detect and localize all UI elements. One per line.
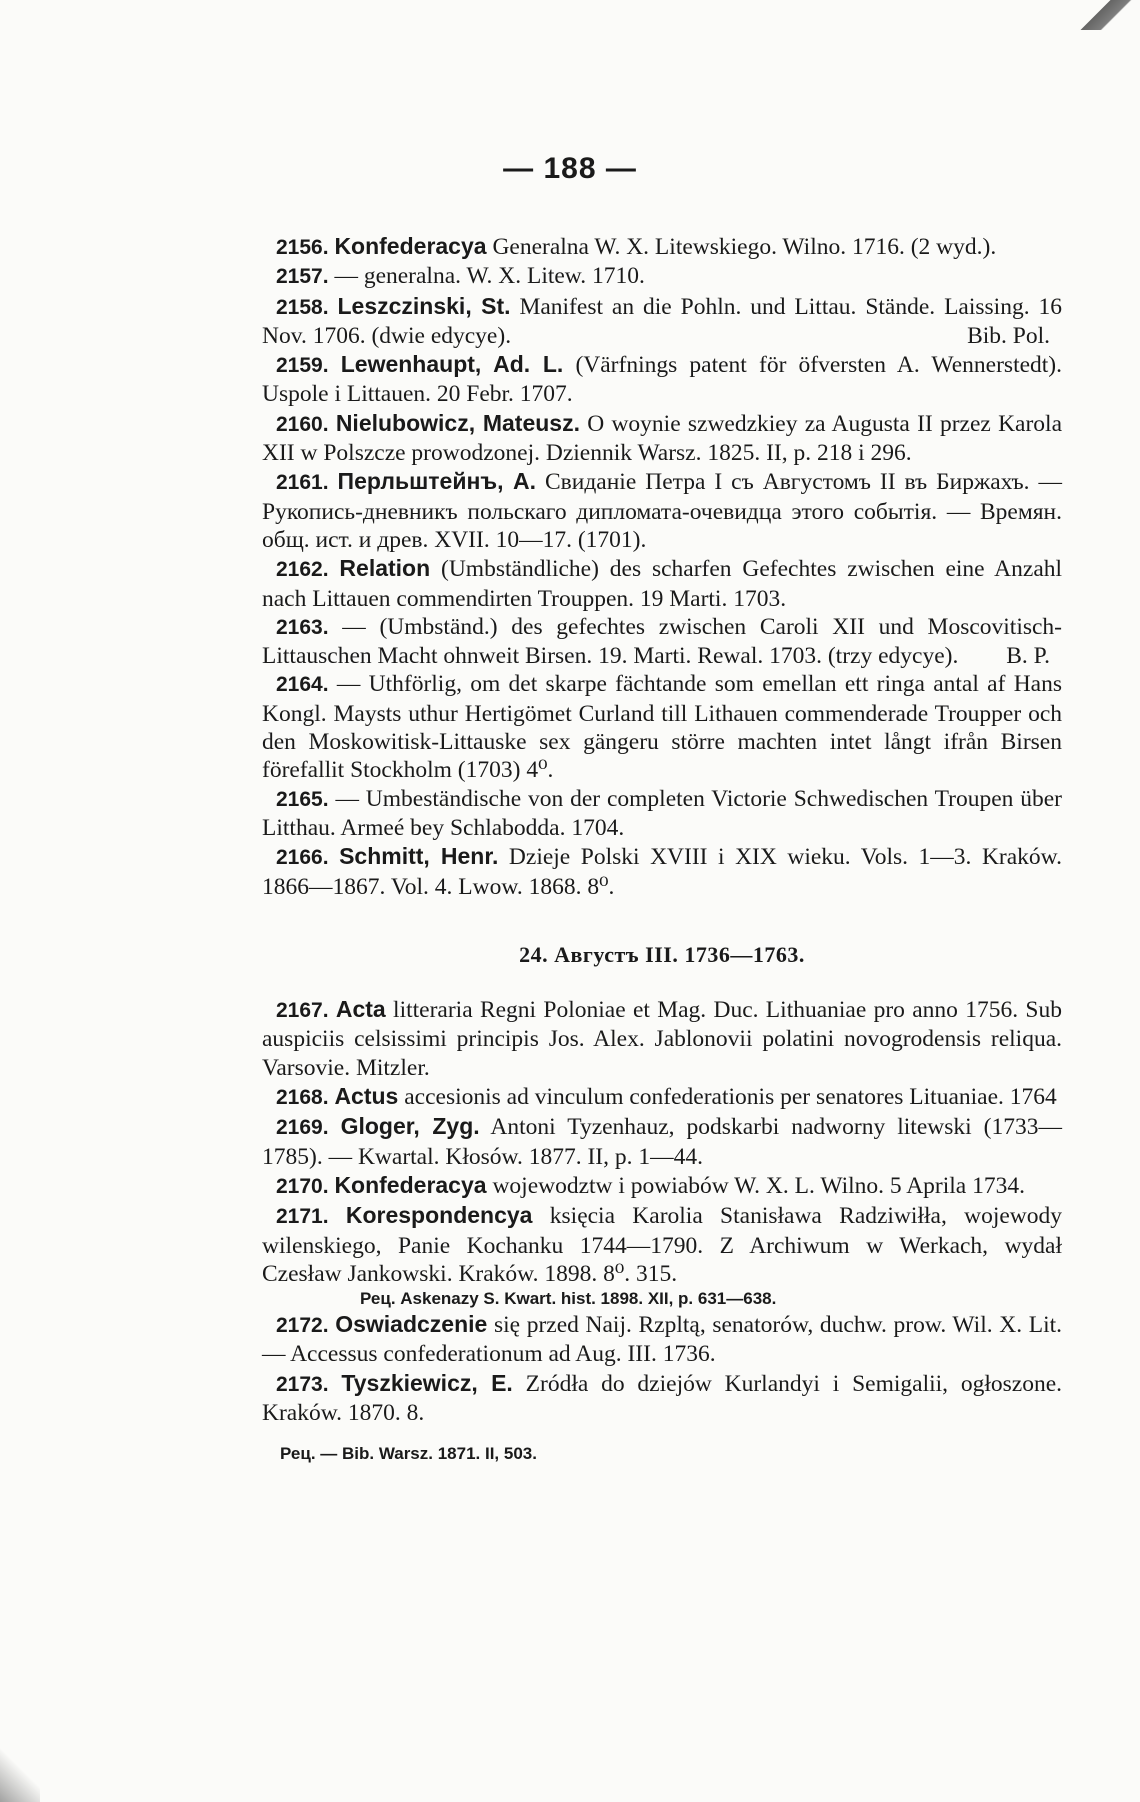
entry-text: — Umbeständische von der completen Victorie Schwedischen Troupen über Litthau. Armeé bey Schlabodda. 1704. (262, 785, 1063, 841)
entry-source-mark: B. P. (1006, 643, 1050, 670)
entry-text: Zródła do dziejów Kurlandyi i Semigalii, ogłoszone. Kraków. 1870. 8. (262, 1370, 1063, 1426)
entry-text: litteraria Regni Poloniae et Mag. Duc. Lithuaniae pro anno 1756. Sub auspiciis celsissimi principis Jos. Alex. Jablonovii polatini novogrodensis reliqua. Varsovie. Mitzler. (262, 997, 1062, 1081)
entry-author: Relation (339, 555, 431, 582)
bibliography-entry (262, 262, 1062, 291)
entry-number: 2167. (276, 999, 329, 1023)
entry-text: — Uthförlig, om det skarpe fächtande som emellan ett ringa antal af Hans Kongl. Maysts uthur Hertigömet Curland till Lithauen commenderade Troupper och den Moskowitisk-Littauske sex gängeru större machten intet långt ifrån Birsen förefallit Stockholm (1703) 4⁰. (262, 671, 1062, 784)
bibliography-entry (262, 232, 1062, 262)
entry-text: Manifest an die Pohln. und Littau. Stände. Laissing. 16 Nov. 1706. (dwie edycye). (262, 293, 1062, 349)
page-number: — 188 — (503, 152, 637, 185)
entry-author: Konfederacya (334, 233, 487, 259)
bibliography-entry (262, 1310, 1062, 1369)
entry-text: — (Umbständ.) des gefechtes zwischen Caroli XII und Moscovitisch-Littauschen Macht ohnweit Birsen. 19. Marti. Rewal. 1703. (trzy edycye). (262, 613, 1063, 670)
entry-text: — generalna. W. X. Litew. 1710. (334, 263, 645, 290)
entry-number: 2164. (276, 673, 329, 697)
bibliography-entry (262, 995, 1062, 1082)
entry-author: Schmitt, Henr. (339, 843, 499, 870)
entry-number: 2160. (276, 412, 329, 436)
entry-number: 2173. (276, 1372, 329, 1396)
review-note: Рец. Askenazy S. Kwart. hist. 1898. XII, p. 631—638. (360, 1289, 777, 1309)
entry-author: Korespondencya (345, 1202, 533, 1229)
bibliography-entry (262, 785, 1062, 843)
entry-number: 2165. (276, 787, 329, 811)
entry-number: 2156. (276, 236, 329, 259)
entry-author: Acta (335, 996, 386, 1023)
bibliography-entry (262, 613, 1062, 671)
entry-text: (Värfnings patent för öfversten A. Wennerstedt). Uspole i Littauen. 20 Febr. 1707. (262, 352, 1063, 408)
entry-number: 2159. (276, 354, 329, 378)
bibliography-entry (262, 467, 1062, 554)
entry-number: 2166. (276, 846, 329, 870)
bibliography-list (262, 232, 1062, 1465)
entry-author: Tyszkiewicz, E. (341, 1369, 513, 1396)
entry-number: 2157. (276, 265, 329, 289)
entry-author: Leszczinski, St. (337, 292, 511, 319)
entry-text: Antoni Tyzenhauz, podskarbi nadworny litewski (1733—1785). — Kwartal. Kłosów. 1877. II, p. 1—44. (262, 1114, 1062, 1170)
entry-number: 2172. (276, 1314, 329, 1338)
entry-author: Oswiadczenie (335, 1311, 488, 1338)
bibliography-entry (262, 670, 1062, 784)
bibliography-entry (262, 409, 1062, 468)
entry-author: Actus (334, 1083, 399, 1110)
entries-top (262, 232, 1062, 901)
entry-text: Свиданіе Петра I съ Августомъ II въ Биржахъ. — Рукопись-дневникъ польскаго дипломата-очевидца этого событія. — Времян. общ. ист. и древ. XVII. 10—17. (1701). (262, 469, 1063, 553)
scan-edge-mark (0, 1742, 40, 1802)
bibliography-entry (262, 350, 1062, 409)
entry-number: 2158. (276, 295, 329, 319)
bibliography-entry (262, 1369, 1062, 1428)
section-heading: 24. Августъ III. 1736—1763. (519, 941, 805, 967)
entry-number: 2170. (276, 1174, 329, 1198)
bibliography-entry (262, 1112, 1062, 1171)
entries-bottom (262, 995, 1062, 1465)
entry-text: wojewodztw i powiabów W. X. L. Wilno. 5 Aprila 1734. (492, 1172, 1025, 1199)
entry-author: Nielubowicz, Mateusz. (335, 409, 580, 436)
entry-text: O woynie szwedzkiey za Augusta II przez Karola XII w Polszcze prowodzonej. Dziennik Warsz. 1825. II, p. 218 i 296. (262, 410, 1063, 467)
entry-author: Lewenhaupt, Ad. L. (340, 351, 564, 378)
entry-text: się przed Naij. Rzpltą, senatorów, duchw. prow. Wil. X. Lit. — Accessus confederationum ad Aug. III. 1736. (262, 1312, 1062, 1368)
bibliography-entry (262, 292, 1062, 351)
entry-text: księcia Karolia Stanisława Radziwiłła, wojewody wilenskiego, Panie Kochanku 1744—1790. Z Archiwum w Werkach, wydał Czesław Jankowski. Kraków. 1898. 8⁰. 315. (262, 1203, 1063, 1287)
entry-number: 2168. (276, 1086, 329, 1110)
entry-number: 2162. (276, 558, 329, 582)
bibliography-entry (262, 1082, 1062, 1112)
entry-text: Dzieje Polski XVIII i XIX wieku. Vols. 1—3. Kraków. 1866—1867. Vol. 4. Lwow. 1868. 8⁰. (262, 844, 1062, 900)
bibliography-entry (262, 1171, 1062, 1201)
scan-edge-mark (1070, 0, 1140, 30)
entry-text: Generalna W. X. Litewskiego. Wilno. 1716. (2 wyd.). (492, 234, 997, 260)
entry-number: 2171. (276, 1205, 329, 1229)
entry-source-mark: Bib. Pol. (967, 322, 1050, 349)
entry-number: 2169. (276, 1116, 329, 1140)
entry-number: 2163. (276, 615, 329, 639)
bibliography-entry (262, 554, 1062, 613)
entry-author: Перльштейнъ, А. (337, 468, 537, 495)
entry-author: Konfederacya (334, 1171, 487, 1198)
review-note: Рец. — Bib. Warsz. 1871. II, 503. (280, 1444, 537, 1464)
bibliography-entry (262, 842, 1062, 901)
entry-text: (Umbständliche) des scharfen Gefechtes zwischen eine Anzahl nach Littauen commendirten Trouppen. 19 Marti. 1703. (262, 556, 1063, 612)
entry-text: accesionis ad vinculum confederationis per senatores Lituaniae. 1764 (404, 1084, 1057, 1111)
entry-author: Gloger, Zyg. (340, 1113, 480, 1140)
bibliography-entry (262, 1201, 1062, 1288)
entry-number: 2161. (276, 471, 329, 495)
